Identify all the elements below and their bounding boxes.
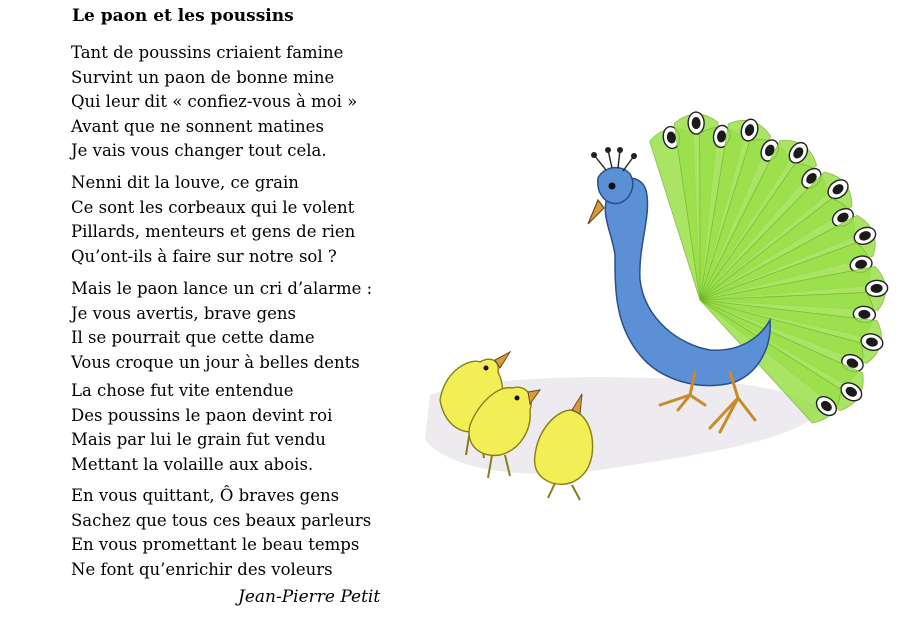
poem-title: Le paon et les poussins [72, 6, 294, 26]
poem-line: Tant de poussins criaient famine [71, 43, 344, 62]
poem-line: Vous croque un jour à belles dents [71, 352, 360, 372]
poem-line: Des poussins le paon devint roi [71, 405, 333, 425]
poem-line: Il se pourrait que cette dame [71, 328, 315, 348]
poem-line: Ne font qu’enrichir des voleurs [71, 559, 333, 579]
poem-line: Ce sont les corbeaux qui le volent [71, 197, 355, 217]
poem-line: Avant que ne sonnent matines [71, 116, 324, 136]
stanza-3 [71, 277, 372, 375]
poem-line: Pillards, menteurs et gens de rien [71, 222, 356, 242]
stanza-1 [71, 41, 357, 164]
poem-line: Mais le paon lance un cri d’alarme : [71, 279, 373, 298]
poem-line: Survint un paon de bonne mine [71, 67, 335, 87]
stanza-4 [71, 379, 332, 477]
poem-line: Qu’ont-ils à faire sur notre sol ? [71, 246, 337, 266]
peacock-illustration [400, 70, 900, 570]
chicks [440, 352, 593, 500]
poem-line: En vous promettant le beau temps [71, 535, 360, 555]
poem-line: Nenni dit la louve, ce grain [71, 173, 299, 192]
stanza-2 [71, 171, 355, 269]
poem-line: La chose fut vite entendue [71, 381, 294, 400]
peacock-beak [588, 200, 604, 224]
poem-line: Mais par lui le grain fut vendu [71, 430, 326, 450]
poem-line: Je vais vous changer tout cela. [71, 141, 327, 161]
peacock-eye [609, 183, 616, 190]
poem-line: Mettant la volaille aux abois. [71, 454, 314, 474]
poem-line: Qui leur dit « confiez-vous à moi » [71, 92, 358, 112]
author-signature: Jean-Pierre Petit [238, 587, 381, 607]
poem-line: Je vous avertis, brave gens [71, 303, 296, 323]
poem-line: Sachez que tous ces beaux parleurs [71, 510, 372, 530]
stanza-5 [71, 484, 371, 582]
poem-line: En vous quittant, Ô braves gens [71, 486, 340, 505]
